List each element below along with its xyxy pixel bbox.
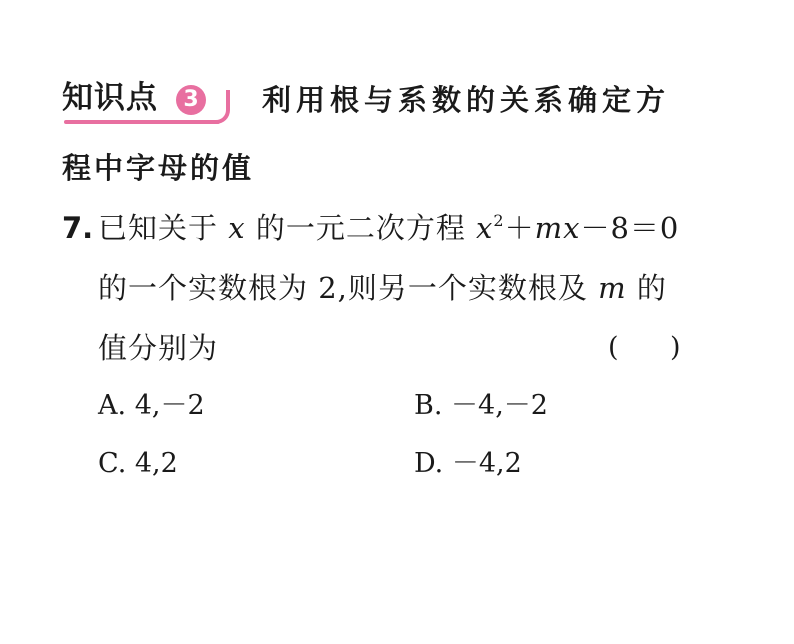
option-value: 4,－2 [134, 390, 205, 421]
knowledge-point-number-badge: 3 [176, 85, 206, 115]
option-c[interactable] [98, 442, 178, 486]
equation-var-m: m [534, 211, 564, 245]
option-letter: C. [98, 448, 127, 479]
stem-text: 已知关于 [98, 211, 219, 245]
option-a[interactable] [98, 384, 205, 428]
equation-var-x2: x [563, 211, 581, 245]
variable-m: m [598, 271, 627, 305]
option-value: －4,－2 [451, 390, 548, 421]
stem-text: 的 [636, 271, 667, 305]
question-number: 7. [62, 211, 94, 245]
section-title-line-2: 程中字母的值 [62, 151, 255, 185]
equation [476, 211, 679, 245]
section-title-line-1: 利用根与系数的关系确定方 [262, 83, 671, 117]
knowledge-point-label: 知识点 [62, 80, 158, 116]
option-letter: A. [98, 390, 127, 421]
stem-text: 的一个实数根为 2,则另一个实数根及 [98, 271, 588, 305]
equation-var-x: x [476, 211, 494, 245]
option-value: －4,2 [451, 448, 522, 479]
option-letter: D. [414, 448, 444, 479]
equation-tail: －8＝0 [580, 211, 680, 245]
question-stem-line-3: 值分别为 [98, 331, 219, 365]
equation-plus: ＋ [504, 211, 535, 245]
option-value: 4,2 [134, 448, 178, 479]
variable-x: x [228, 211, 246, 245]
answer-blank-bracket[interactable]: ( ) [608, 332, 681, 363]
option-d[interactable] [414, 442, 522, 486]
knowledge-point-underline [64, 120, 220, 124]
option-letter: B. [414, 390, 443, 421]
stem-text: 的一元二次方程 [255, 211, 466, 245]
question-stem-line-2 [98, 266, 667, 310]
equation-exponent: 2 [493, 211, 505, 230]
question-stem-line-1 [98, 206, 679, 250]
option-b[interactable] [414, 384, 548, 428]
badge-decoration-swoosh [212, 90, 230, 124]
